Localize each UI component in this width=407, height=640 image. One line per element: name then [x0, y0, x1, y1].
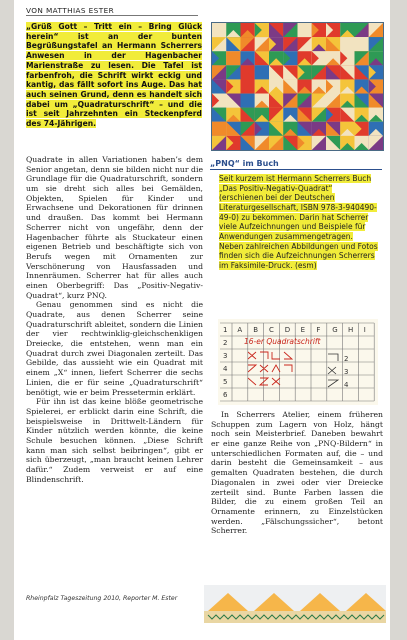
- info-box-text: [219, 174, 379, 271]
- sheet-row-label: 4: [223, 365, 228, 373]
- byline: VON MATTHIAS ESTER: [26, 6, 115, 15]
- lead-text: „Grüß Gott – Tritt ein – Bring Glück herein“ ist an der bunten Begrüßungstafel an Hermann Scherrers Anwesen in der Hagenbacher Marienstraße zu lesen. Die Tafel ist farbenfroh, die Schrift wirkt eckig und kantig, das fällt sofort ins Auge. Das hat auch seinen Grund, denn es handelt sich dabei um „Quadraturschrift“ – und die ist seit Jahrzehnten ein Steckenpferd des 74-Jährigen.: [26, 22, 202, 129]
- article-body-left: [26, 155, 203, 484]
- quadrature-script-sheet: [218, 319, 378, 405]
- quadrature-script-photo: [218, 319, 378, 405]
- side-number: 3: [344, 368, 349, 376]
- sheet-row-label: 6: [223, 391, 228, 399]
- sheet-column-label: E: [300, 326, 306, 334]
- sheet-column-label: G: [332, 326, 338, 334]
- sheet-column-label: I: [363, 326, 366, 334]
- sheet-row-label: 5: [223, 378, 228, 386]
- byline-divider: [26, 15, 198, 16]
- info-box-divider: [210, 169, 382, 170]
- side-number: 2: [344, 355, 349, 363]
- sheet-row-label: 3: [223, 352, 228, 360]
- sheet-column-label: H: [348, 326, 354, 334]
- side-number: 4: [344, 381, 349, 389]
- sheet-column-label: D: [284, 326, 291, 334]
- sheet-row-label: 2: [223, 339, 228, 347]
- sheet-row-label: 1: [223, 326, 228, 334]
- info-box-title: „PNQ“ im Buch: [210, 159, 279, 168]
- info-box-body: Seit kurzem ist Hermann Scherrers Buch „Das Positiv-Negativ-Quadrat“ (erschienen bei der Deutschen Literaturgesellschaft, ISBN 978-3-940490-49-0) zu bekommen. Darin hat Scherrer viele Aufzeichnungen und Beispiele für Anwendungen zusammengetragen. Neben zahlreichen Abbildungen und Fotos finden sich die Aufzeichnungen Scherrers im Faksimile-Druck. (esm): [219, 174, 378, 270]
- newspaper-page: [14, 0, 390, 640]
- lead-paragraph: [26, 22, 202, 129]
- sheet-column-label: A: [237, 326, 243, 334]
- sheet-column-label: B: [253, 326, 259, 334]
- pnq-pattern-image: [212, 23, 383, 150]
- pnq-strip-photo: [204, 585, 386, 623]
- source-credit: Rheinpfalz Tageszeitung 2010, Reporter M. Ester: [26, 595, 178, 602]
- body-paragraph: Für ihn ist das keine blöße geometrische Spielerei, er erblickt darin eine Schrift, die beispielsweise in Drittwelt-Ländern für Kinder nützlich werden könnte, die keine Schule besuchen können. „Diese Schrift kann man sich selbst beibringen“, gibt er sich überzeugt, „man braucht keinen Lehrer dafür.“ Zudem verweist er auf eine Blindenschrift.: [26, 397, 203, 484]
- sheet-heading: 16-er Quadratschrift: [244, 337, 321, 346]
- body-paragraph: Quadrate in allen Variationen haben’s dem Senior angetan, denn sie bilden nicht nur die Grundlage für die Quadraturschrift, sondern um sie dreht sich alles bei Gemälden, Objekten, Spielen für Kinder und Erwachsene und Dekorationen für drinnen und draußen. Das kommt bei Hermann Scherrer nicht von ungefähr, denn der Hagenbacher führte als Stuckateur einen eigenen Betrieb und beschäftigte sich von Berufs wegen mit Ornamenten zur Verschönerung von Hausfassaden und Innenräumen. Scherrer hat für alles auch einen Oberbegriff: Das „Positiv-Negativ-Quadrat“, kurz PNQ.: [26, 155, 203, 300]
- body-paragraph: In Scherrers Atelier, einem früheren Schuppen zum Lagern von Holz, hängt noch sein Meisterbrief. Daneben bewahrt er eine ganze Reihe von „PNQ-Bildern“ in unterschiedlichen Formaten auf, die – und darin besteht die Gemeinsamkeit – aus gemalten Quadraten bestehen, die durch Diagonalen in zwei oder vier Dreiecke zerteilt sind. Bunte Farben lassen die Bilder, die zu einem großen Teil an Ornamente erinnern, zu Einzelstücken werden. „Fälschungssicher“, betont Scherrer.: [211, 410, 383, 536]
- sheet-column-label: F: [316, 326, 321, 334]
- body-paragraph: Genau genommen sind es nicht die Quadrate, aus denen Scherrer seine Quadraturschrift ableitet, sondern die Linien der vier rechtwinklig-gleichschenkligen Dreiecke, die entstehen, wenn man ein Quadrat durch zwei Diagonalen zerteilt. Das Gebilde, das aussieht wie ein Quadrat mit einem „X“ innen, liefert Scherrer die sechs Linien, die er für seine „Quadraturschrift“ benötigt, wie er beim Pressetermin erklärt.: [26, 300, 203, 397]
- sheet-column-label: C: [269, 326, 274, 334]
- pnq-strip-image: [204, 585, 386, 623]
- pnq-pattern-photo: [211, 22, 384, 151]
- article-body-right: [211, 410, 383, 536]
